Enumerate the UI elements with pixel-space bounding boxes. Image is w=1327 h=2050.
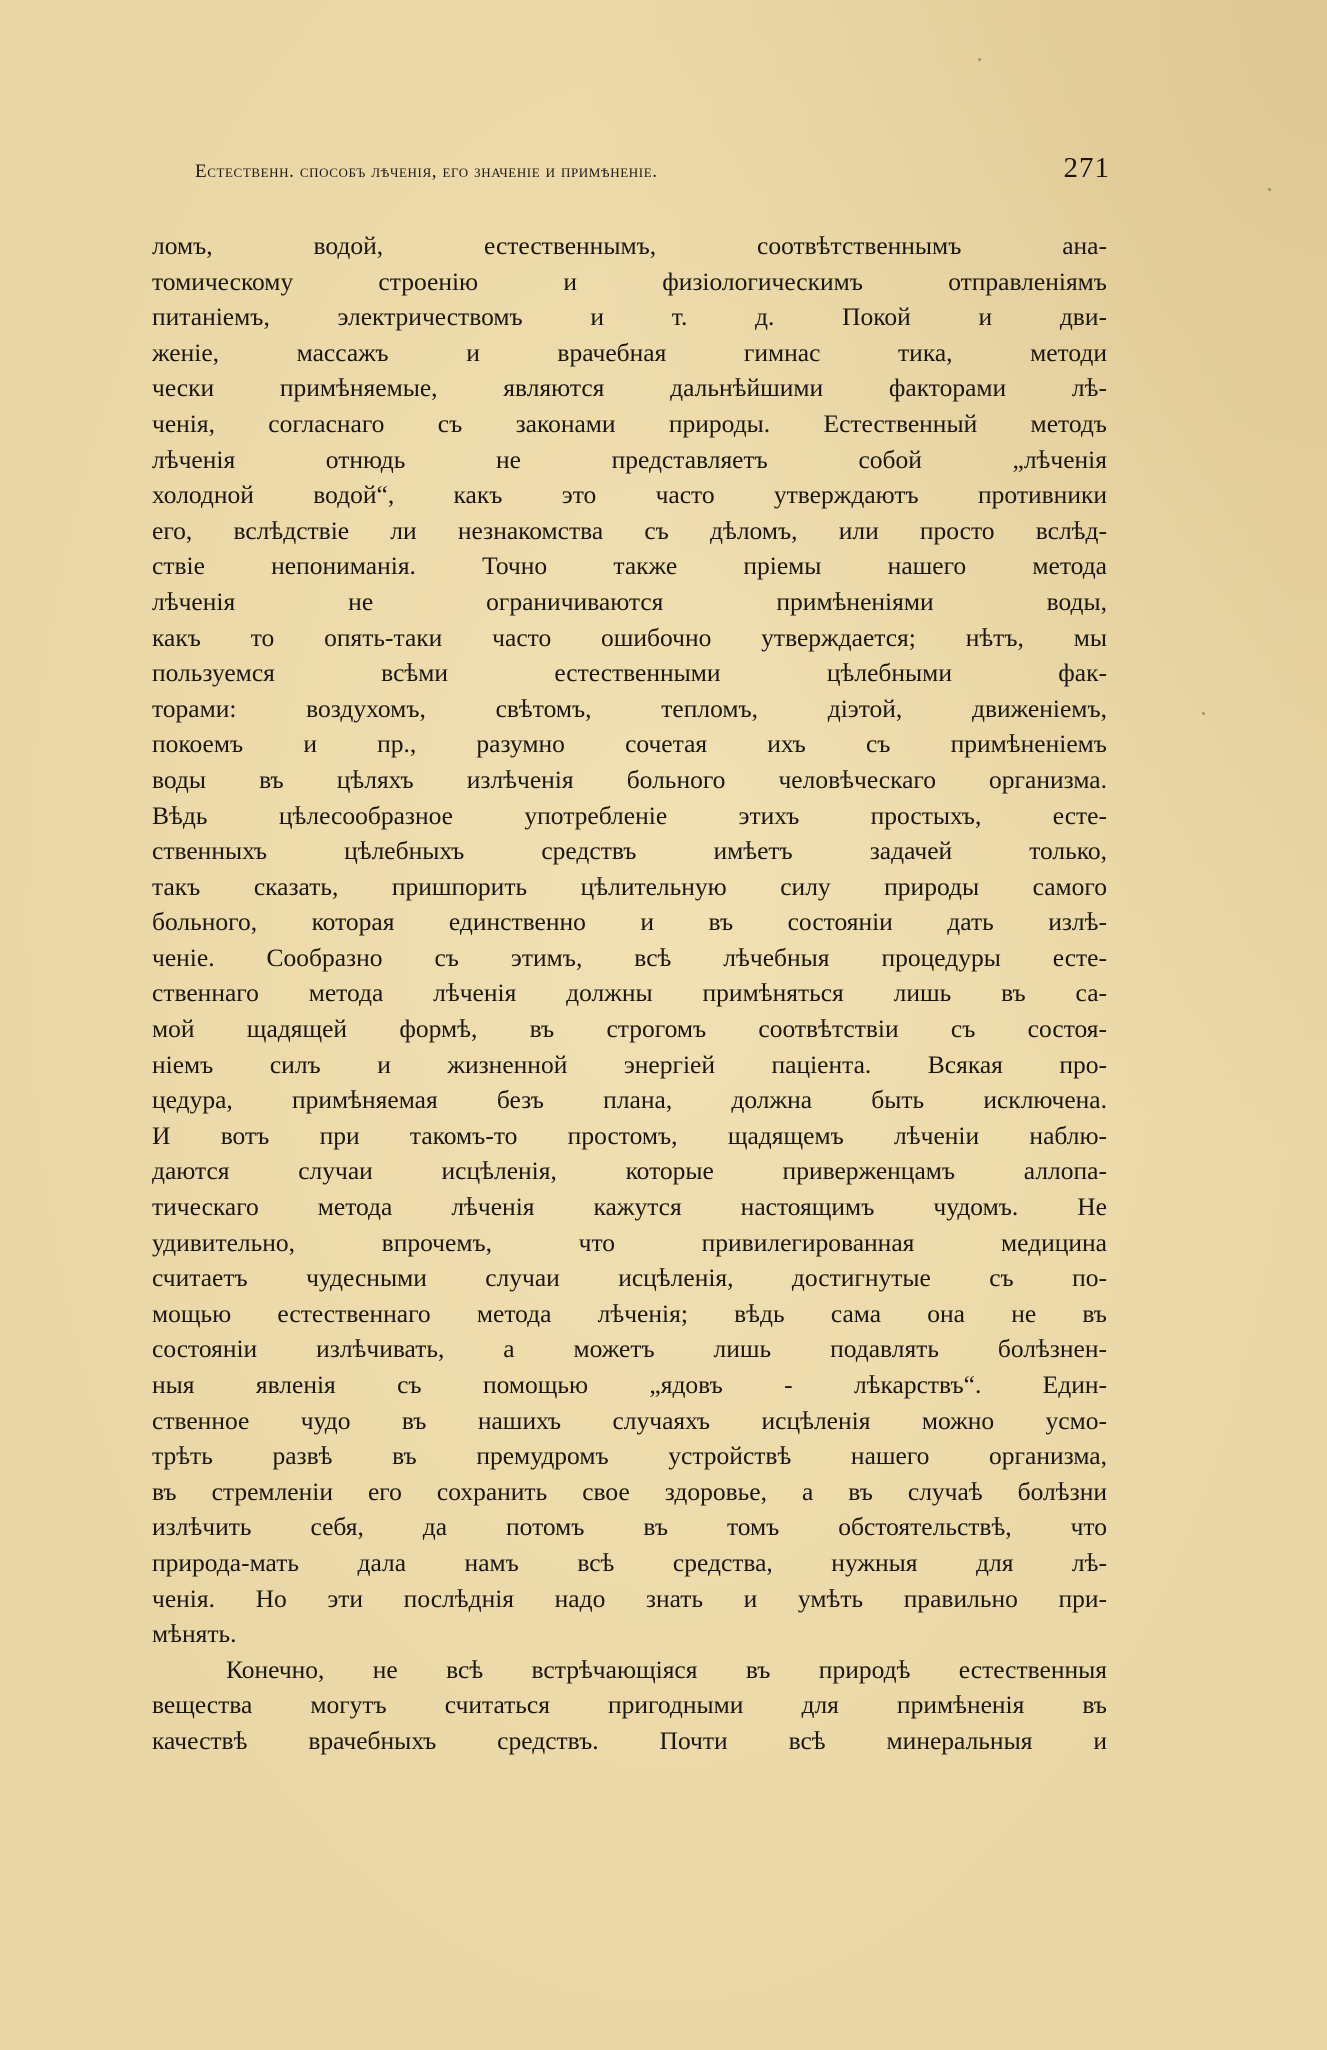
text-line: излѣчить себя, да потомъ въ томъ обстоятельствѣ, что [152, 1512, 1107, 1542]
text-line: ченія. Но эти послѣднія надо знать и умѣть правильно при- [152, 1583, 1107, 1613]
paper-speck [978, 58, 981, 61]
text-line: ченіе. Сообразно съ этимъ, всѣ лѣчебныя процедуры есте- [152, 942, 1107, 972]
text-line: природа-мать дала намъ всѣ средства, нужныя для лѣ- [152, 1547, 1107, 1577]
text-line: воды въ цѣляхъ излѣченія больного человѣческаго организма. [152, 764, 1107, 794]
body-text [152, 228, 1107, 1759]
text-line: вещества могутъ считаться пригодными для примѣненія въ [152, 1690, 1107, 1720]
text-line: ствіе непониманія. Точно также пріемы нашего метода [152, 551, 1107, 581]
text-line: въ стремленіи его сохранить свое здоровье, а въ случаѣ болѣзни [152, 1476, 1107, 1506]
text-line: И вотъ при такомъ-то простомъ, щадящемъ лѣченіи наблю- [152, 1120, 1107, 1150]
text-line: питаніемъ, электричествомъ и т. д. Покой и дви- [152, 302, 1107, 332]
text-line: мощью естественнаго метода лѣченія; вѣдь сама она не въ [152, 1298, 1107, 1328]
text-line: ченія, согласнаго съ законами природы. Естественный методъ [152, 408, 1107, 438]
page-number: 271 [1063, 152, 1110, 184]
text-line: мой щадящей формѣ, въ строгомъ соотвѣтствіи съ состоя- [152, 1014, 1107, 1044]
text-line: ніемъ силъ и жизненной энергіей паціента. Всякая про- [152, 1049, 1107, 1079]
text-line: холодной водой“, какъ это часто утверждаютъ противники [152, 480, 1107, 510]
text-line: ломъ, водой, естественнымъ, соотвѣтственнымъ ана- [152, 231, 1107, 260]
paper-speck [1268, 188, 1271, 191]
text-line: больного, которая единственно и въ состояніи дать излѣ- [152, 907, 1107, 937]
text-line: его, вслѣдствіе ли незнакомства съ дѣломъ, или просто вслѣд- [152, 515, 1107, 545]
paragraph-start-line: Конечно, не всѣ встрѣчающіяся въ природѣ естественныя [226, 1654, 1107, 1684]
text-line: ственнаго метода лѣченія должны примѣняться лишь въ са- [152, 978, 1107, 1008]
text-line: даются случаи исцѣленія, которые приверженцамъ аллопа- [152, 1156, 1107, 1186]
text-line: лѣченія не ограничиваются примѣненіями воды, [152, 586, 1107, 616]
paragraph-end-line: мѣнять. [152, 1619, 237, 1649]
text-line: женіе, массажъ и врачебная гимнас тика, методи [152, 337, 1107, 367]
text-line: лѣченія отнюдь не представляетъ собой „лѣченія [152, 444, 1107, 474]
text-line: Вѣдь цѣлесообразное употребленіе этихъ простыхъ, есте- [152, 800, 1107, 830]
text-line: чески примѣняемые, являются дальнѣйшими факторами лѣ- [152, 373, 1107, 403]
text-line: считаетъ чудесными случаи исцѣленія, достигнутые съ по- [152, 1263, 1107, 1293]
text-line: состояніи излѣчивать, а можетъ лишь подавлять болѣзнен- [152, 1334, 1107, 1364]
text-line: такъ сказать, пришпорить цѣлительную силу природы самого [152, 871, 1107, 901]
text-line: трѣть развѣ въ премудромъ устройствѣ нашего организма, [152, 1441, 1107, 1471]
text-line: цедура, примѣняемая безъ плана, должна быть исключена. [152, 1085, 1107, 1115]
running-title: Естественн. способъ лѣченія, его значеніе и примѣненіе. [195, 161, 658, 182]
text-line: ственное чудо въ нашихъ случаяхъ исцѣленія можно усмо- [152, 1405, 1107, 1435]
text-line: ственныхъ цѣлебныхъ средствъ имѣетъ задачей только, [152, 836, 1107, 866]
text-line: качествѣ врачебныхъ средствъ. Почти всѣ минеральныя и [152, 1725, 1107, 1755]
text-line: торами: воздухомъ, свѣтомъ, тепломъ, діэтой, движеніемъ, [152, 693, 1107, 723]
text-line: пользуемся всѣми естественными цѣлебными фак- [152, 658, 1107, 688]
text-line: покоемъ и пр., разумно сочетая ихъ съ примѣненіемъ [152, 729, 1107, 759]
text-line: томическому строенію и физіологическимъ отправленіямъ [152, 266, 1107, 296]
text-line: удивительно, впрочемъ, что привилегированная медицина [152, 1227, 1107, 1257]
text-line: ныя явленія съ помощью „ядовъ - лѣкарствъ“. Един- [152, 1370, 1107, 1399]
running-header [195, 152, 1110, 192]
paper-speck [1202, 712, 1205, 715]
text-line: какъ то опять-таки часто ошибочно утверждается; нѣтъ, мы [152, 622, 1107, 652]
text-line: тическаго метода лѣченія кажутся настоящимъ чудомъ. Не [152, 1192, 1107, 1222]
